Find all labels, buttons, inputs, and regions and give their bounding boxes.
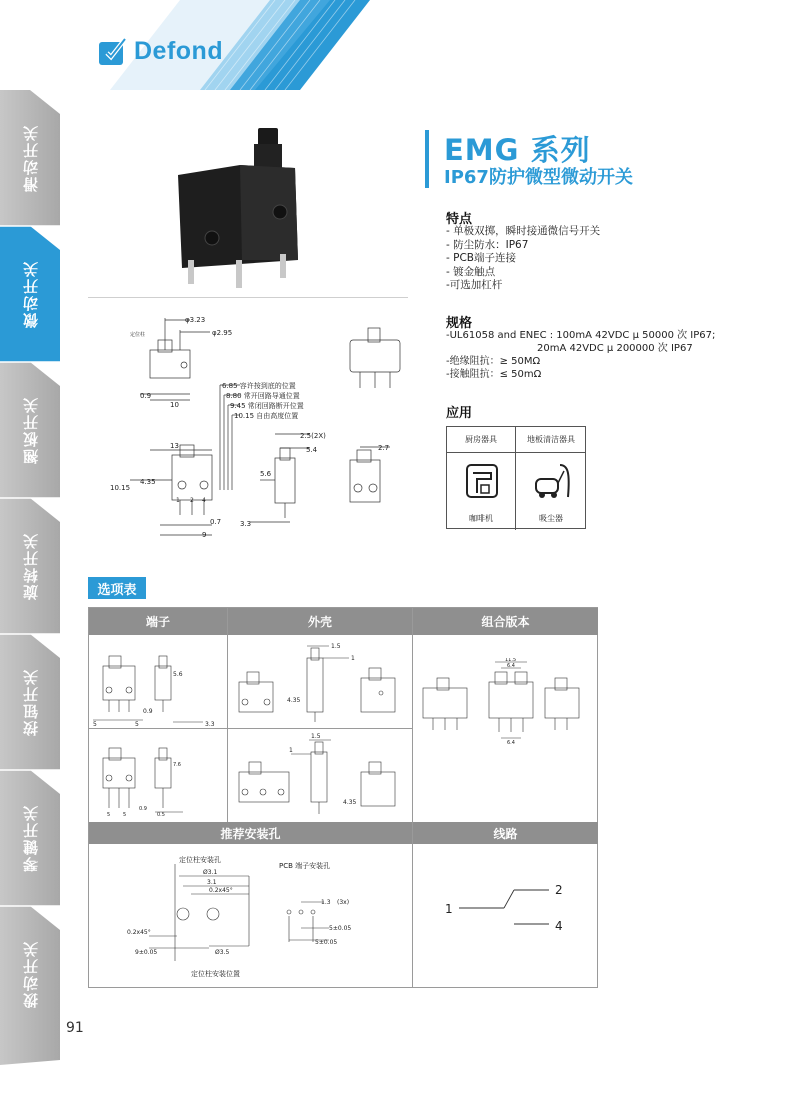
mounting-title-locator: 定位柱安装孔 [179,856,221,864]
mount-dim-pitch: 9±0.05 [135,949,158,956]
list-item: - 镀金触点 [446,265,496,278]
spec-rating-1: -UL61058 and ENEC : 100mA 42VDC μ 50000 次 IP67; [446,330,716,341]
pin-label-4: 4 [202,497,206,504]
dim-pos-bottom: 6.85 容许按到底的位置 [222,382,296,390]
sidebar-item-piano-switch[interactable] [0,770,60,906]
list-item: - 防尘防水：IP67 [446,238,529,251]
terminal-dim-5a: 5 [93,721,97,726]
dim-13: 13 [170,442,179,450]
app-item-vacuum: 吸尘器 [539,514,563,523]
app-header-kitchen: 厨房器具 [447,427,516,453]
table-divider [89,728,412,729]
terminal-dim-5d: 5 [123,812,127,818]
dim-5-6: 5.6 [260,470,272,478]
terminal-dim-0-9: 0.9 [143,708,153,715]
page-title: EMG 系列 [444,133,591,167]
dim-phi-295: φ2.95 [212,329,233,337]
options-table [88,607,598,988]
page-header [0,0,806,90]
dim-10-15: 10.15 [110,484,131,492]
mount-dim-chamfer2: 0.2x45° [127,929,151,936]
housing-option-2-drawing [231,732,411,820]
sidebar-item-rocker-switch[interactable] [0,362,60,498]
dim-4-35: 4.35 [140,478,156,486]
brand-name: Defond [134,36,224,65]
features-heading: 特点 [446,212,473,227]
features-list [446,225,600,293]
mount-dim-d3: Ø3.5 [215,949,230,956]
sidebar-item-toggle-switch[interactable] [0,906,60,1042]
options-header-circuit: 线路 [413,822,598,844]
terminal-option-2-drawing [93,732,225,818]
page-subtitle: IP67防护微型微动开关 [444,167,633,188]
dim-phi-323: φ3.23 [185,316,206,324]
options-header-combo: 组合版本 [413,608,598,635]
housing-dim-1a: 1 [351,655,355,662]
dim-9: 9 [202,531,207,539]
combo-dim-6-4a: 6.4 [507,663,515,669]
terminal-dim-5-6: 5.6 [173,671,183,678]
sidebar-item-push-switch[interactable] [0,634,60,770]
dim-pos-free: 10.15 自由高度位置 [234,412,299,420]
housing-dim-4-35a: 4.35 [287,697,301,704]
spec-contact: -接触阻抗：≤ 50mΩ [446,369,542,380]
mounting-title-pcb: PCB 端子安装孔 [279,862,331,870]
combo-dim-6-4b: 6.4 [507,740,515,746]
list-item: - PCB端子连接 [446,252,516,264]
dim-3-3: 3.3 [240,520,252,528]
mount-dim-p2: 5±0.05 [315,939,338,946]
sidebar-item-label: 微动开关 [21,260,40,328]
application-table [446,426,586,529]
page-number: 91 [66,1020,84,1036]
mount-dim-p1: 5±0.05 [329,925,352,932]
section-divider [88,297,408,298]
mounting-hole-drawing [119,846,409,986]
combo-option-drawing [419,658,594,758]
category-sidebar [0,90,60,1065]
dim-0-9: 0.9 [140,392,152,400]
terminal-dim-0-5: 0.5 [157,812,165,818]
sidebar-item-micro-switch[interactable] [0,226,60,362]
title-accent-bar [425,130,429,188]
terminal-dim-0-9b: 0.9 [139,806,147,812]
terminal-option-1-drawing [93,640,225,726]
dim-5-4: 5.4 [306,446,318,454]
pin-label-1: 1 [176,497,180,504]
dim-pos-nc: 9.45 常闭回路断开位置 [230,402,304,410]
dim-2-7: 2.7 [378,444,390,452]
terminal-dim-5b: 5 [135,721,139,726]
mount-locator-pos: 定位柱安装位置 [191,970,240,978]
spec-rating-2: 20mA 42VDC μ 200000 次 IP67 [537,343,693,354]
mount-dim-d1: Ø3.1 [203,869,218,876]
housing-dim-1b: 1 [289,747,293,754]
list-item: - 单极双掷，瞬时接通微信号开关 [446,225,601,237]
circuit-diagram [439,868,579,938]
app-cell-vacuum [516,453,586,530]
brand-logo [98,36,223,66]
app-header-floor: 地板清洁器具 [516,427,586,453]
dimension-drawing [110,310,420,550]
sidebar-item-label: 拨动开关 [21,940,40,1008]
mount-dim-pin-n: (3x) [337,899,350,906]
dim-10: 10 [170,401,179,409]
housing-dim-4-35b: 4.35 [343,799,357,806]
sidebar-item-label: 旋转开关 [21,532,40,600]
circuit-pin-2: 2 [555,883,563,897]
app-cell-coffee [447,453,516,530]
terminal-dim-3-3: 3.3 [205,721,215,726]
app-item-coffee: 咖啡机 [469,514,493,523]
defond-logo-icon [98,36,126,66]
mount-dim-pin-d: 1.3 [321,899,331,906]
mount-dim-d2: 3.1 [207,879,217,886]
vacuum-cleaner-icon [530,461,572,501]
dim-2-5: 2.5(2X) [300,432,326,440]
dim-locator-label: 定位柱 [130,332,146,338]
options-header-terminal: 端子 [89,608,227,635]
sidebar-item-label: 翘板开关 [21,396,40,464]
spec-insulation: -绝缘阻抗：≥ 50MΩ [446,356,541,367]
list-item: -可选加杠杆 [446,279,503,291]
product-photo [170,120,315,290]
sidebar-item-rotary-switch[interactable] [0,498,60,634]
terminal-dim-5c: 5 [107,812,111,818]
circuit-pin-1: 1 [445,902,453,916]
options-tag: 选项表 [88,577,146,599]
combo-dim-11-5: 11.5 [505,658,517,663]
table-divider [412,608,413,987]
options-header-housing: 外壳 [228,608,412,635]
sidebar-item-label: 按钮开关 [21,668,40,736]
housing-dim-1-5a: 1.5 [331,643,341,650]
application-heading: 应用 [446,406,473,421]
sidebar-item-label: 琴键开关 [21,804,40,872]
sidebar-item-slide-switch[interactable] [0,90,60,226]
options-header-mounting: 推荐安装孔 [89,822,412,844]
pin-label-2: 2 [190,497,194,504]
mount-dim-chamfer1: 0.2x45° [209,887,233,894]
coffee-machine-icon [465,463,499,499]
housing-option-1-drawing [231,638,411,726]
housing-dim-1-5b: 1.5 [311,733,321,740]
specs-heading: 规格 [446,316,473,331]
terminal-dim-7-6: 7.6 [173,762,181,768]
table-divider [227,608,228,822]
dim-0-7: 0.7 [210,518,222,526]
sidebar-item-label: 滑动开关 [21,124,40,192]
dim-pos-no: 8.80 常开回路导通位置 [226,392,300,400]
circuit-pin-4: 4 [555,919,563,933]
